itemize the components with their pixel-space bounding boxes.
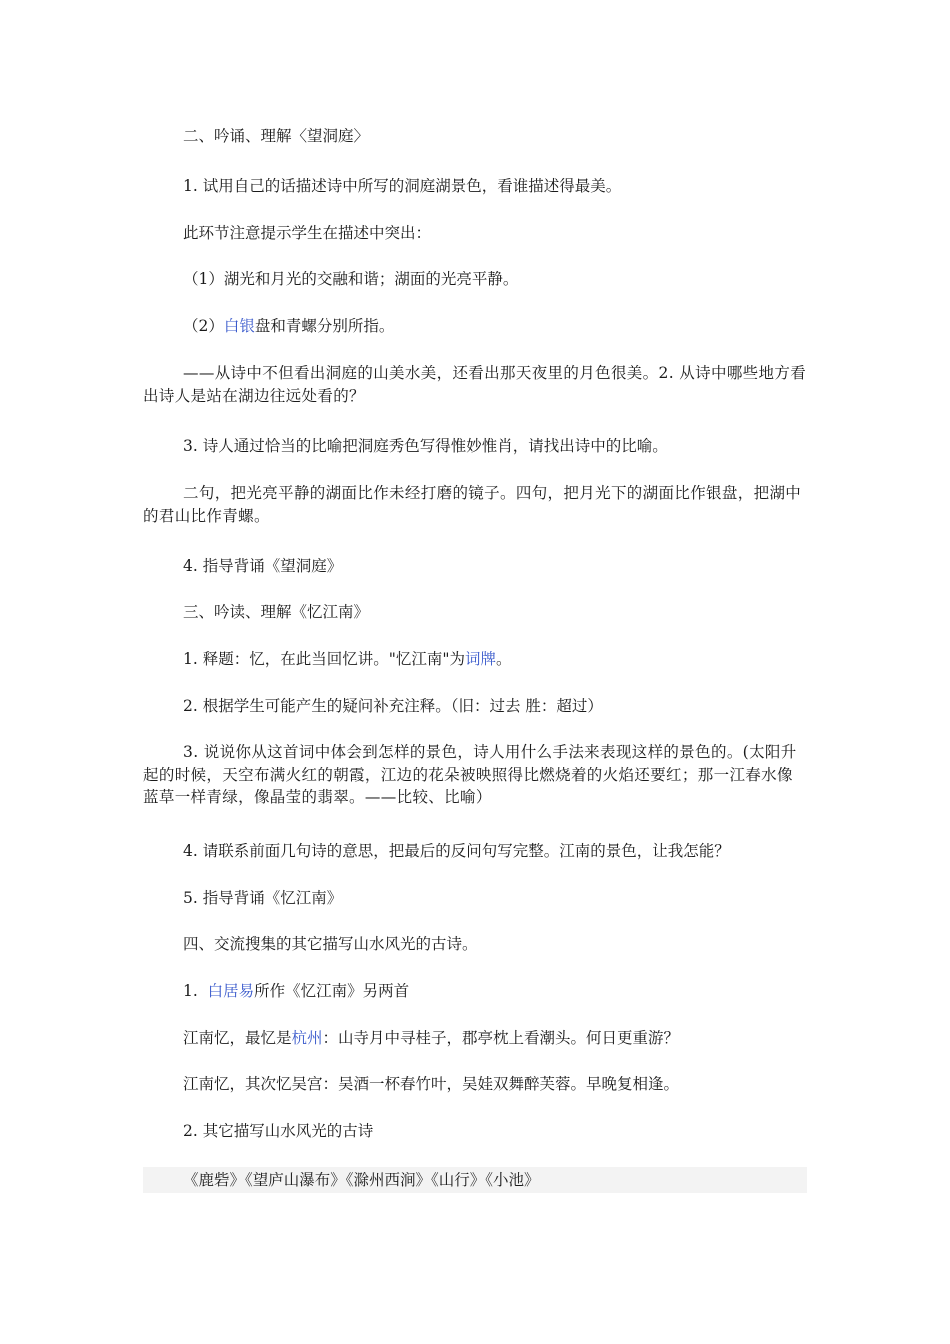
link-baiyin[interactable]: 白银 [223,317,255,335]
section-2-answer-3: 二句，把光亮平静的湖面比作未经打磨的镜子。四句，把月光下的湖面比作银盘，把湖中的君山比作青螺。 [143,484,802,525]
section-4-item-1 [183,980,409,1002]
section-2-point-2 [183,315,394,337]
section-3-question-4: 4. 请联系前面几句诗的意思，把最后的反问句写完整。江南的景色，让我怎能？ [183,842,730,860]
link-hangzhou[interactable]: 杭州 [291,1029,323,1047]
q1-suffix: 。 [496,650,512,668]
section-3-question-1 [183,648,512,670]
section-2-heading: 二、吟诵、理解〈望洞庭〉 [183,127,370,145]
section-2-question-1: 1. 试用自己的话描述诗中所写的洞庭湖景色，看谁描述得最美。 [183,177,622,195]
section-2-point-1: （1）湖光和月光的交融和谐；湖面的光亮平静。 [183,270,519,288]
section-2-question-3: 3. 诗人通过恰当的比喻把洞庭秀色写得惟妙惟肖，请找出诗中的比喻。 [183,437,668,455]
poem-2: 江南忆，其次忆吴宫：吴酒一杯春竹叶，吴娃双舞醉芙蓉。早晚复相逢。 [183,1075,680,1093]
poem-1-prefix: 江南忆，最忆是 [183,1029,292,1047]
poem-1 [183,1027,679,1049]
section-4-heading: 四、交流搜集的其它描写山水风光的古诗。 [183,935,478,953]
section-2-summary: ——从诗中不但看出洞庭的山美水美，还看出那天夜里的月色很美。2. 从诗中哪些地方看出诗人是站在湖边往远处看的？ [143,364,807,405]
poem-list: 《鹿砦》《望庐山瀑布》《滁州西涧》《山行》《小池》 [183,1171,540,1189]
point-2-suffix: 盘和青螺分别所指。 [254,317,395,335]
q1-prefix: 1. 释题：忆，在此当回忆讲。"忆江南"为 [183,650,465,668]
poem-list-bar [143,1167,807,1193]
section-4-item-2: 2. 其它描写山水风光的古诗 [183,1122,374,1140]
poem-1-suffix: ：山寺月中寻桂子，郡亭枕上看潮头。何日更重游？ [322,1029,680,1047]
point-2-prefix: （2） [183,317,224,335]
section-2-note: 此环节注意提示学生在描述中突出： [183,224,432,242]
section-3-question-3: 3. 说说你从这首词中体会到怎样的景色，诗人用什么手法来表现这样的景色的。(太阳升起的时候，天空布满火红的朝霞，江边的花朵被映照得比燃烧着的火焰还要红；那一江春水像蓝草一样青绿，像晶莹的翡翠。——比较、比喻） [143,743,797,806]
section-3-question-2: 2. 根据学生可能产生的疑问补充注释。（旧：过去 胜：超过） [183,697,603,715]
link-baijuyi[interactable]: 白居易 [207,982,255,1000]
section-3-heading: 三、吟读、理解《忆江南》 [183,603,370,621]
section-3-question-5: 5. 指导背诵《忆江南》 [183,889,343,907]
item-1-suffix: 所作《忆江南》另两首 [254,982,410,1000]
item-1-prefix: 1. [183,982,208,1000]
section-2-question-4: 4. 指导背诵《望洞庭》 [183,557,343,575]
link-cipai[interactable]: 词牌 [464,650,496,668]
